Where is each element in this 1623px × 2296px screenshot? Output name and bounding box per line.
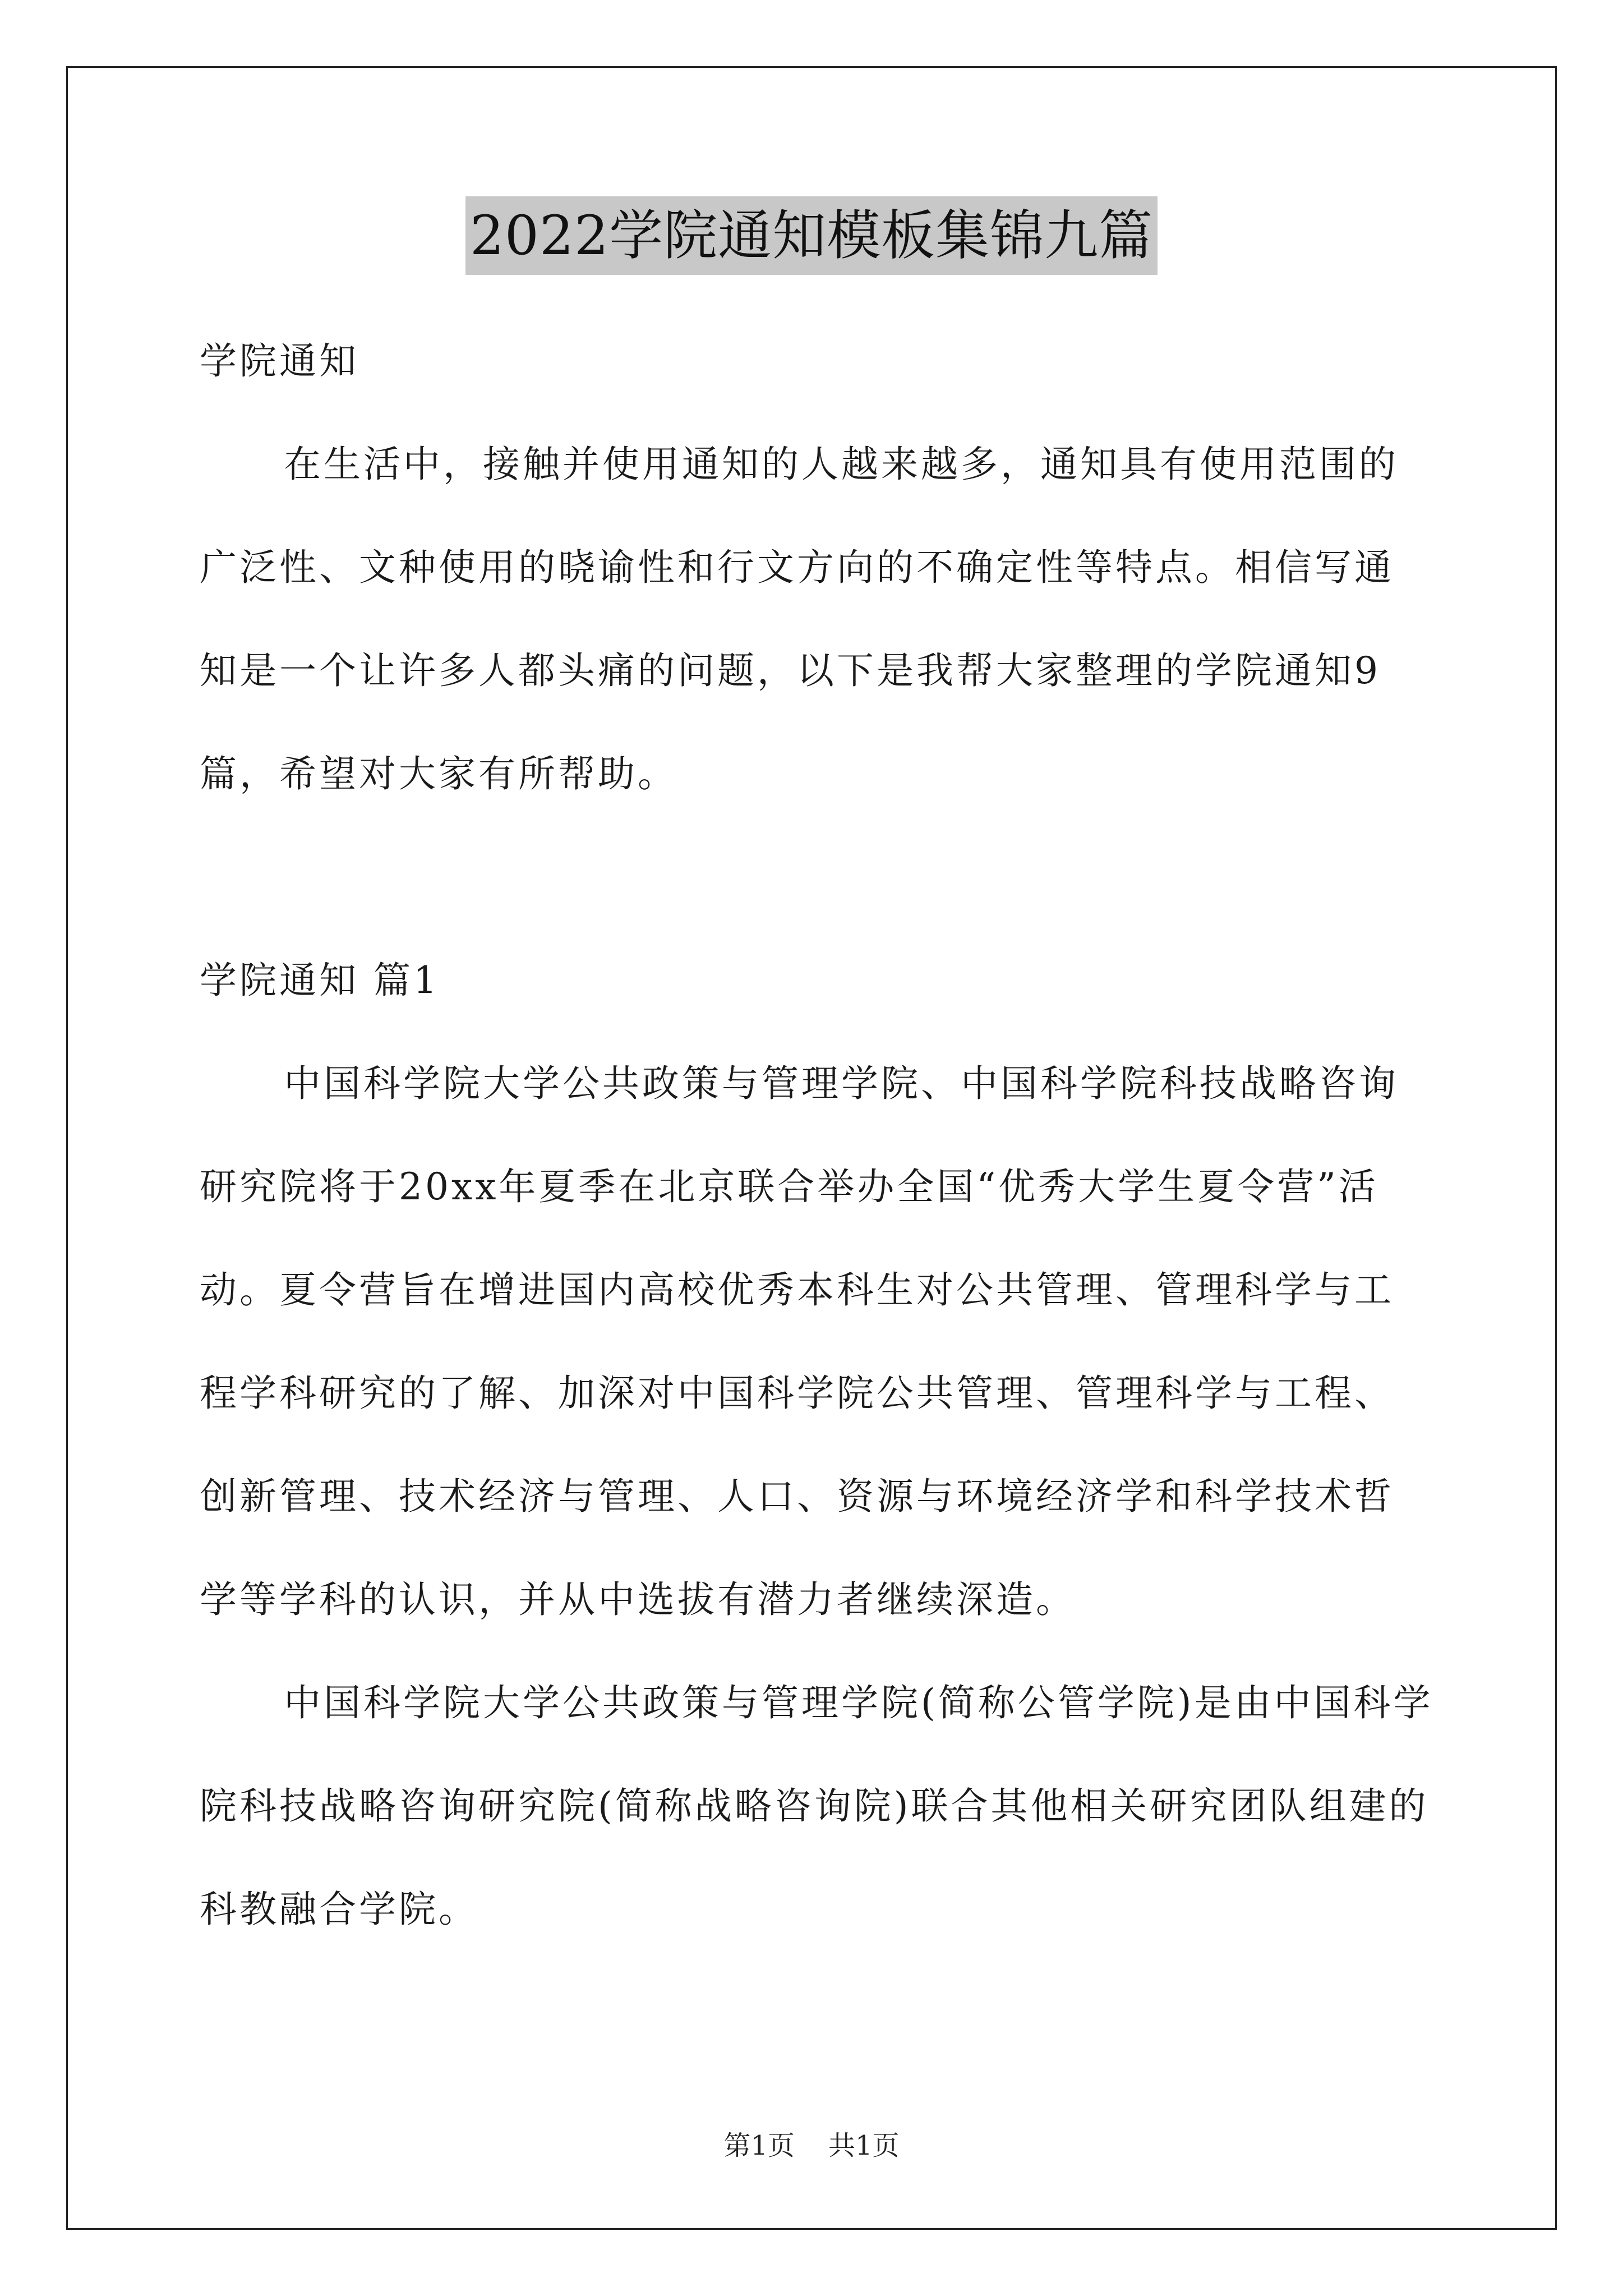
page-number: 第1页	[723, 2130, 795, 2161]
title-container	[0, 196, 1623, 275]
section-paragraph-1: 中国科学院大学公共政策与管理学院、中国科学院科技战略咨询研究院将于20xx年夏季在北京联合举办全国“优秀大学生夏令营”活动。夏令营旨在增进国内高校优秀本科生对公共管理、管理科学与工程学科研究的了解、加深对中国科学院公共管理、管理科学与工程、创新管理、技术经济与管理、人口、资源与环境经济学和科学技术哲学等学科的认识，并从中选拔有潜力者继续深造。	[200, 1062, 1399, 1621]
page-total: 共1页	[828, 2130, 900, 2161]
intro-heading: 学院通知	[200, 339, 359, 383]
section-heading: 学院通知 篇1	[200, 959, 440, 1002]
document-title: 2022学院通知模板集锦九篇	[465, 196, 1158, 275]
document-body	[200, 310, 1433, 1961]
paragraph-spacer	[200, 826, 1433, 929]
intro-paragraph: 在生活中，接触并使用通知的人越来越多，通知具有使用范围的广泛性、文种使用的晓谕性和行文方向的不确定性等特点。相信写通知是一个让许多人都头痛的问题，以下是我帮大家整理的学院通知9篇，希望对大家有所帮助。	[200, 443, 1399, 795]
section-paragraph-2: 中国科学院大学公共政策与管理学院(简称公管学院)是由中国科学院科技战略咨询研究院(简称战略咨询院)联合其他相关研究团队组建的科教融合学院。	[200, 1681, 1433, 1931]
page-footer	[0, 2126, 1623, 2165]
